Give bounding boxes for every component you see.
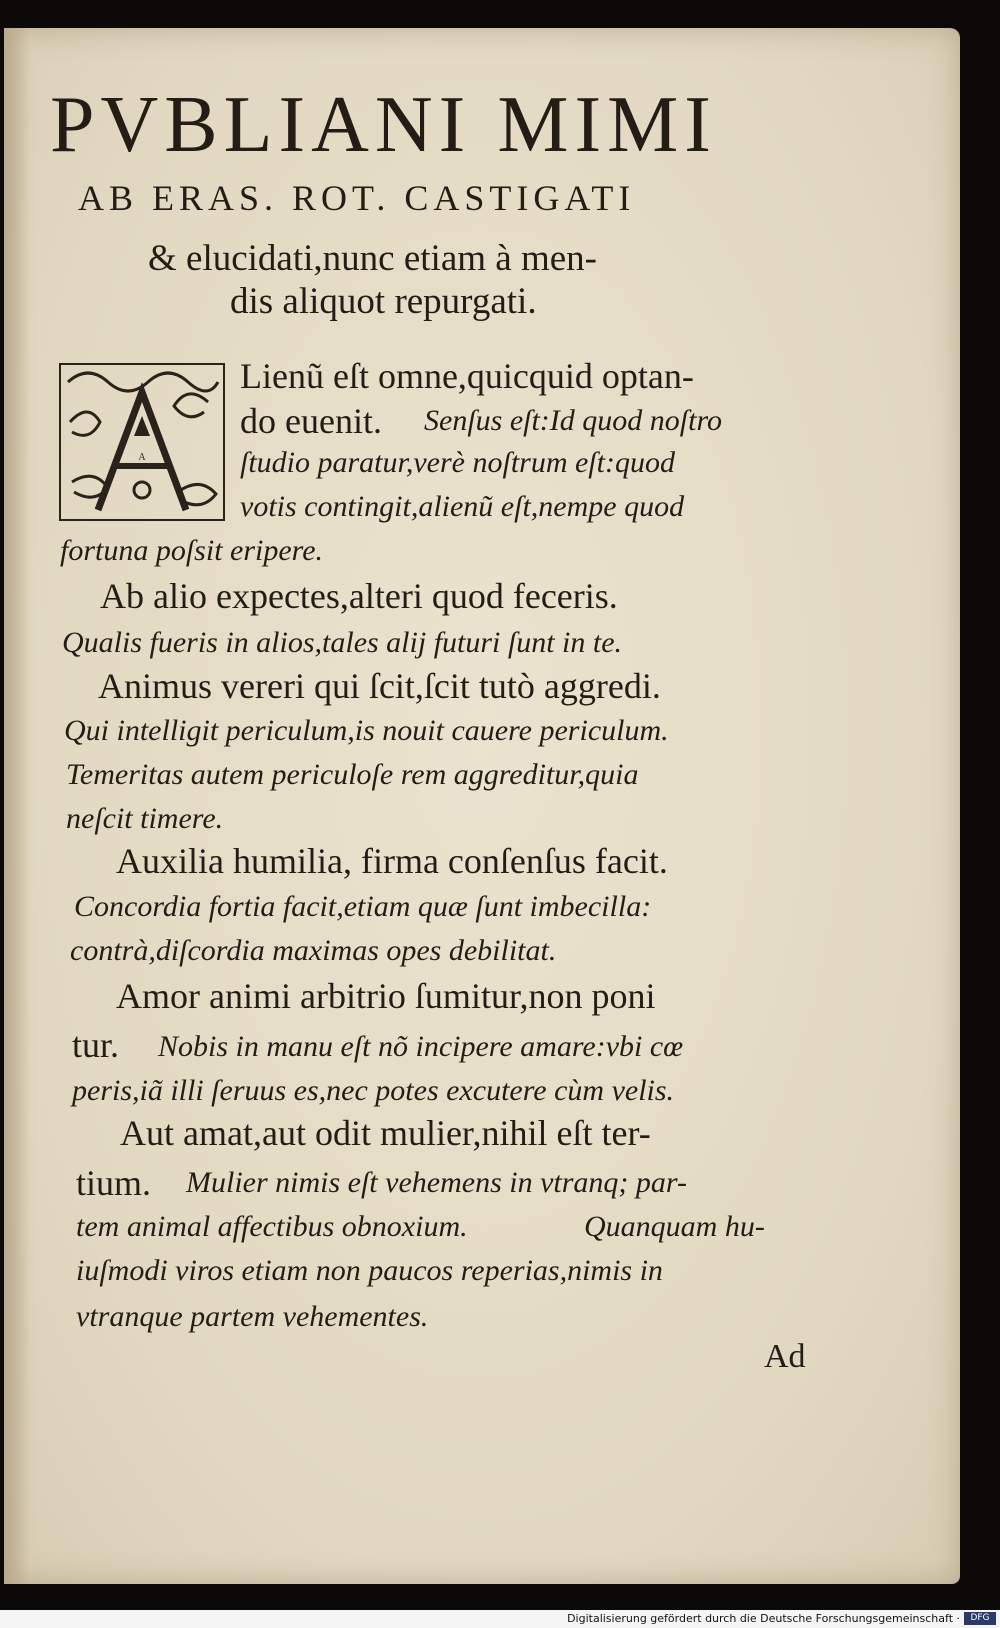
- maxim-line-6b: tium.: [76, 1163, 152, 1203]
- commentary-line-16: vtranque partem vehementes.: [76, 1300, 429, 1333]
- maxim-line-2: Ab alio expectes,alteri quod feceris.: [100, 576, 618, 616]
- commentary-line-2: ſtudio paratur,verè noſtrum eſt:quod: [240, 446, 675, 479]
- commentary-line-11: Nobis in manu eſt nõ incipere amare:vbi cœ: [158, 1030, 684, 1063]
- maxim-line-5b: tur.: [72, 1025, 120, 1065]
- commentary-line-14b: Quanquam hu-: [584, 1210, 765, 1243]
- commentary-line-1: Senſus eſt:Id quod noſtro: [424, 404, 723, 437]
- commentary-line-3: votis contingit,alienũ eſt,nempe quod: [240, 490, 685, 523]
- commentary-line-8: neſcit timere.: [66, 802, 224, 835]
- footer-text: Digitalisierung gefördert durch die Deutsche Forschungsgemeinschaft ·: [567, 1612, 960, 1625]
- commentary-line-6: Qui intelligit periculum,is nouit cauere periculum.: [64, 714, 669, 747]
- dfg-logo: DFG: [964, 1612, 996, 1625]
- maxim-line-3: Animus vereri qui ſcit,ſcit tutò aggredi.: [98, 666, 661, 706]
- page-title: PVBLIANI MIMI: [50, 81, 717, 169]
- maxim-line-6: Aut amat,aut odit mulier,nihil eſt ter-: [120, 1113, 651, 1153]
- commentary-line-15: iuſmodi viros etiam non paucos reperias,nimis in: [76, 1254, 663, 1287]
- commentary-line-7: Temeritas autem periculoſe rem aggreditur,quia: [66, 758, 639, 791]
- svg-text:A: A: [138, 452, 146, 463]
- subtitle-line-3: dis aliquot repurgati.: [230, 281, 537, 322]
- digitization-footer: [0, 1610, 1000, 1628]
- maxim-line-4: Auxilia humilia, firma conſenſus facit.: [116, 841, 668, 881]
- page-gutter-shadow: [4, 28, 30, 1584]
- text-line-1: Lienũ eſt omne,quicquid optan-: [240, 356, 694, 396]
- decorated-initial-a: [58, 362, 226, 522]
- maxim-line-5: Amor animi arbitrio ſumitur,non poni: [116, 976, 656, 1016]
- commentary-line-5: Qualis fueris in alios,tales alij futuri ſunt in te.: [62, 626, 623, 659]
- page-subtitle: AB ERAS. ROT. CASTIGATI: [78, 178, 636, 218]
- text-line-2: do euenit.: [240, 401, 382, 441]
- commentary-line-14: tem animal affectibus obnoxium.: [76, 1210, 468, 1243]
- subtitle-line-2: & elucidati,nunc etiam à men-: [148, 238, 597, 279]
- commentary-line-4: fortuna poſsit eripere.: [60, 534, 324, 567]
- commentary-line-10: contrà,diſcordia maximas opes debilitat.: [70, 934, 557, 967]
- commentary-line-9: Concordia fortia facit,etiam quæ ſunt imbecilla:: [74, 890, 652, 923]
- commentary-line-13: Mulier nimis eſt vehemens in vtranq; par-: [186, 1166, 687, 1199]
- catchword: Ad: [764, 1338, 806, 1375]
- commentary-line-12: peris,iã illi ſeruus es,nec potes excutere cùm velis.: [72, 1074, 675, 1107]
